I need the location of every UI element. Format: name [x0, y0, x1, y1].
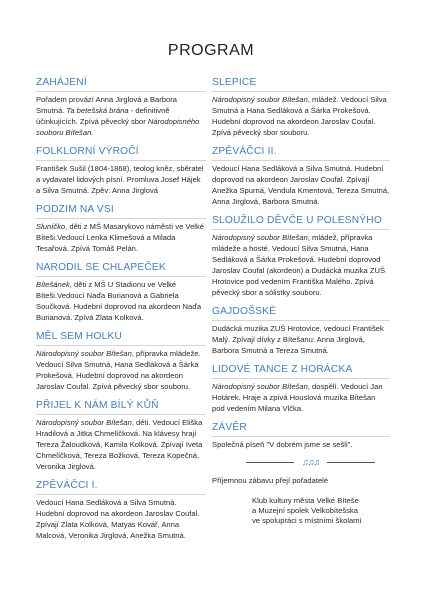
text-run: , mládež, přípravka mládeže a hosté. Vedoucí Silva Smutná, Hana Sedláková a Šárka Prokešová. Hudební doprovod Jaroslav Coufal (akordeon) a Dudácká muzika ZUŠ Hrotovice pod vedením Františka Malého. Zpívá pěvecký sbor a sólistky souboru.: [212, 233, 386, 297]
ensemble-name: Národopisný soubor Bítešan: [36, 418, 132, 427]
section-text: [212, 163, 390, 207]
section-heading: NARODIL SE CHLAPEČEK: [36, 261, 206, 277]
left-column: [36, 76, 206, 548]
section-text: [212, 232, 390, 298]
section-heading: LIDOVÉ TANCE Z HORÁCKA: [212, 363, 390, 379]
divider-line-right: [327, 462, 375, 463]
section-heading: ZÁVĚR: [212, 421, 390, 437]
section-text: [36, 497, 206, 541]
text-run: Vedoucí Hana Sedláková a Silva Smutná. Hudební doprovod na akordeon Jaroslav Coufal. Zpívají Anežka Spurná, Vendula Kmentová, Tereza Smutná, Anna Jirglová, Barbora Smutná.: [212, 164, 390, 206]
program-section: [36, 330, 206, 392]
text-run: , dospělí. Vedoucí Jan Hotárek. Hraje a zpívá Houslová muzika Bítešan pod vedením Milana Vlčka.: [212, 382, 383, 413]
greeting-text: Příjemnou zábavu přejí pořadatelé: [212, 476, 329, 485]
divider-line-left: [246, 462, 294, 463]
right-column: [212, 76, 390, 526]
section-heading: SLOUŽILO DĚVČE U POLESNÝHO: [212, 214, 390, 230]
ensemble-name: Národopisný soubor Bítešan: [212, 382, 308, 391]
program-section: [36, 261, 206, 323]
section-heading: PŘIJEL K NÁM BÍLÝ KŮŇ: [36, 399, 206, 415]
program-section: [36, 145, 206, 196]
section-heading: FOLKLORNÍ VÝROČÍ: [36, 145, 206, 161]
text-run: - definitivně účinkujících. Zpívá pěvecký sbor: [36, 106, 170, 126]
program-section: [212, 305, 390, 356]
program-section: [212, 76, 390, 138]
program-section: [36, 399, 206, 472]
section-heading: ZAHÁJENÍ: [36, 76, 206, 92]
text-run: , děti. Vedoucí Eliška Hradilová a Jitka Chmelíčková. Na klávesy hrají Tereza Žaloudková, Kamila Kolková. Zpívají Iveta Chmelíčková, Tereza Božková, Tereza Kopečná, Veronika Jirglová.: [36, 418, 203, 471]
text-run: Dudácká muzika ZUŠ Hrotovice, vedoucí František Malý. Zpívají dívky z Bítešanu: Anna Jirglová, Barbora Smutná a Tereza Smutná.: [212, 324, 384, 355]
organizer-line: a Muzejní spolek Velkobítešska: [252, 506, 358, 515]
text-run: , přípravka mládeže. Vedoucí Silva Smutná, Hana Sedláková a Šárka Prokešová. Hudební doprovod na akordeon Jaroslav Coufal. Zpívá pěvecký sbor souboru.: [36, 349, 201, 391]
section-heading: ZPĚVÁČCI II.: [212, 145, 390, 161]
section-heading: GAJDOŠSKÉ: [212, 305, 390, 321]
ensemble-name: Ta betešská brána: [66, 106, 129, 115]
program-section: [36, 479, 206, 541]
ensemble-name: Národopisný soubor Bítešan: [212, 233, 308, 242]
ensemble-name: Národopisný soubor Bítešan: [212, 95, 308, 104]
text-run: Vedoucí Hana Sedláková a Silva Smutná. Hudební doprovod na akordeon Jaroslav Coufal. Zpívají Zlata Kolková, Matyas Kovář, Anna Malcová, Veronika Jirglová, Anežka Smutná.: [36, 498, 200, 540]
section-text: [36, 417, 206, 472]
organizer-line: ve spolupráci s místními školami: [252, 516, 362, 525]
section-text: [212, 323, 390, 356]
ensemble-name: Národopisného souboru Bítešan.: [36, 117, 200, 137]
section-text: [36, 348, 206, 392]
text-run: , děti z MŠ Masarykovo náměstí ve Velké Bíteši.Vedoucí Lenka Klimešová a Milada Tesařová. Zpívá Tomáš Pelán.: [36, 222, 204, 253]
ensemble-name: Národopisný soubor Bítešan: [36, 349, 132, 358]
text-run: , mládež. Vedoucí Silva Smutná a Hana Sedláková a Šárka Prokešová. Hudební doprovod na akordeon Jaroslav Coufal. Zpívá pěvecký sbor souboru.: [212, 95, 387, 137]
program-section: [36, 203, 206, 254]
section-heading: ZPĚVÁČCI I.: [36, 479, 206, 495]
section-heading: MĚL SEM HOLKU: [36, 330, 206, 346]
organizer-line: Klub kultury města Velké Bíteše: [252, 496, 359, 505]
program-section: [212, 363, 390, 414]
section-text: [36, 221, 206, 254]
page-title: PROGRAM: [167, 42, 255, 59]
section-text: [212, 381, 390, 414]
text-run: František Sušil (1804-1868), teolog kněz, sběratel a vydavatel lidových písní. Promluva Josef Hájek a Silva Smutná. Zpěv: Anna Jirglová: [36, 164, 204, 195]
section-text: [36, 279, 206, 323]
section-text: [212, 439, 390, 450]
music-notes-icon: ♫♫♫: [302, 457, 320, 467]
program-section: [36, 76, 206, 138]
section-text: [212, 94, 390, 138]
ensemble-name: Bítešánek: [36, 280, 70, 289]
program-section: [212, 421, 390, 450]
section-heading: PODZIM NA VSI: [36, 203, 206, 219]
text-run: Společná píseň "V dobrém jsme se sešli".: [212, 440, 353, 449]
section-heading: SLEPICE: [212, 76, 390, 92]
text-run: Pořadem provází Anna Jirglová a Barbora Smutná.: [36, 95, 177, 115]
program-section: [212, 214, 390, 298]
program-section: [212, 145, 390, 207]
text-run: , děti z MŠ U Stadionu ve Velké Bíteši.Vedoucí Naďa Burianová a Gabriela Součková. Hudební doprovod na akordeon Naďa Burianová. Zpívá Zlata Kolková.: [36, 280, 202, 322]
section-text: [36, 94, 206, 138]
ensemble-name: Sluníčko: [36, 222, 66, 231]
organizers-block: [252, 496, 390, 526]
divider-notes: [246, 457, 390, 467]
section-text: [36, 163, 206, 196]
